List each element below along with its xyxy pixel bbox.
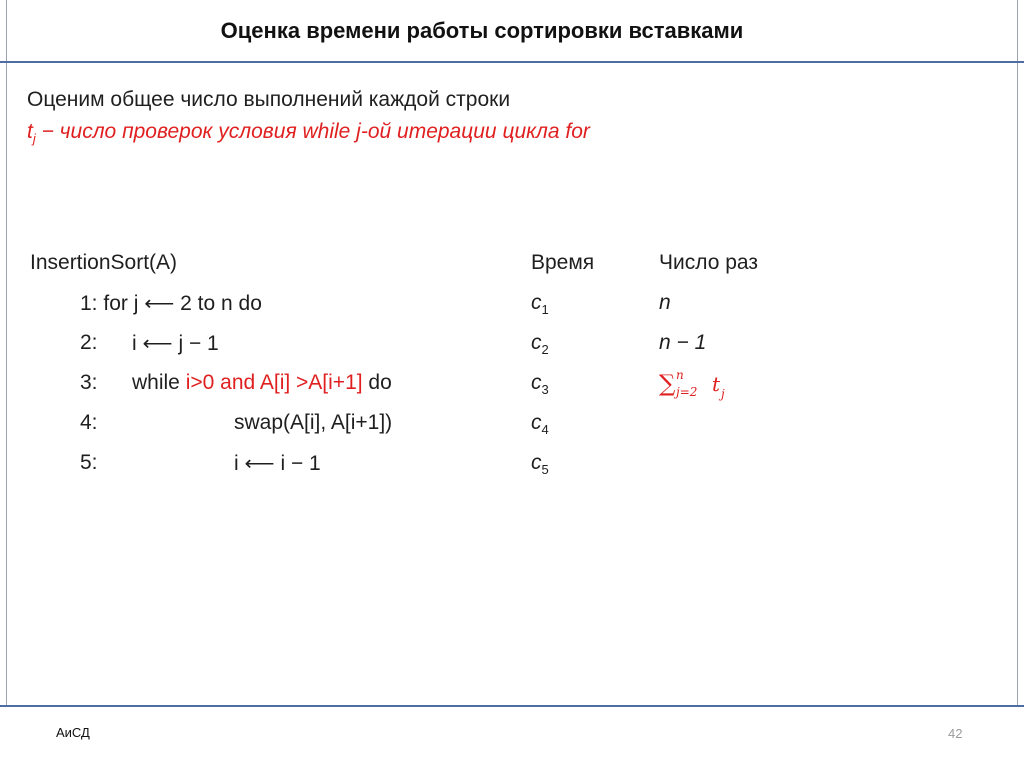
sum-upper: n	[676, 368, 684, 382]
do-keyword: do	[362, 371, 392, 394]
count-line-3-sum	[659, 368, 749, 408]
slide-frame-right	[1017, 0, 1018, 705]
sum-lower: j=2	[676, 385, 698, 399]
sum-term-sub: j	[721, 387, 725, 401]
slide-frame-left	[6, 0, 7, 705]
line-number: 1:	[80, 292, 98, 315]
tj-var: t	[27, 120, 33, 143]
tj-sub: j	[32, 131, 36, 147]
cost-c2: $c_2$	[531, 331, 549, 358]
tj-definition	[27, 120, 590, 146]
cost-c3: $c_3$	[531, 371, 549, 398]
footer-divider	[0, 705, 1024, 707]
sigma-symbol: ∑	[659, 371, 676, 397]
code-line-4: swap(A[i], A[i+1])	[234, 411, 393, 434]
tj-text: − число проверок условия while j-ой итерации цикла for	[35, 120, 590, 143]
intro-text: Оценим общее число выполнений каждой строки	[27, 88, 511, 111]
code-line-2: i ⟵ j − 1	[132, 332, 219, 355]
while-keyword: while	[132, 371, 186, 394]
code-line-3	[132, 371, 392, 395]
sum-term: t	[712, 372, 721, 396]
while-condition: i>0 and A[i] >A[i+1]	[185, 371, 363, 394]
count-column-header: Число раз	[659, 251, 758, 274]
title-divider	[0, 61, 1024, 63]
count-line-2: n − 1	[659, 331, 707, 354]
course-label: АиСД	[56, 725, 90, 740]
line-code: for j ⟵ 2 to n do	[103, 292, 262, 315]
code-line-5: i ⟵ i − 1	[234, 452, 321, 475]
code-line-1	[80, 291, 262, 316]
cost-c1: $c_1$	[531, 291, 549, 318]
code-line-4-number: 4:	[80, 411, 98, 434]
time-column-header: Время	[531, 251, 595, 274]
code-line-2-number: 2:	[80, 331, 98, 354]
slide-title: Оценка времени работы сортировки вставками	[220, 18, 744, 43]
cost-c4: $c_4$	[531, 411, 549, 438]
code-line-5-number: 5:	[80, 451, 98, 474]
count-line-1: n	[659, 291, 671, 314]
cost-c5: $c_5$	[531, 451, 549, 478]
code-line-3-number: 3:	[80, 371, 98, 394]
page-number: 42	[948, 726, 963, 741]
algorithm-header: InsertionSort(A)	[30, 251, 178, 274]
